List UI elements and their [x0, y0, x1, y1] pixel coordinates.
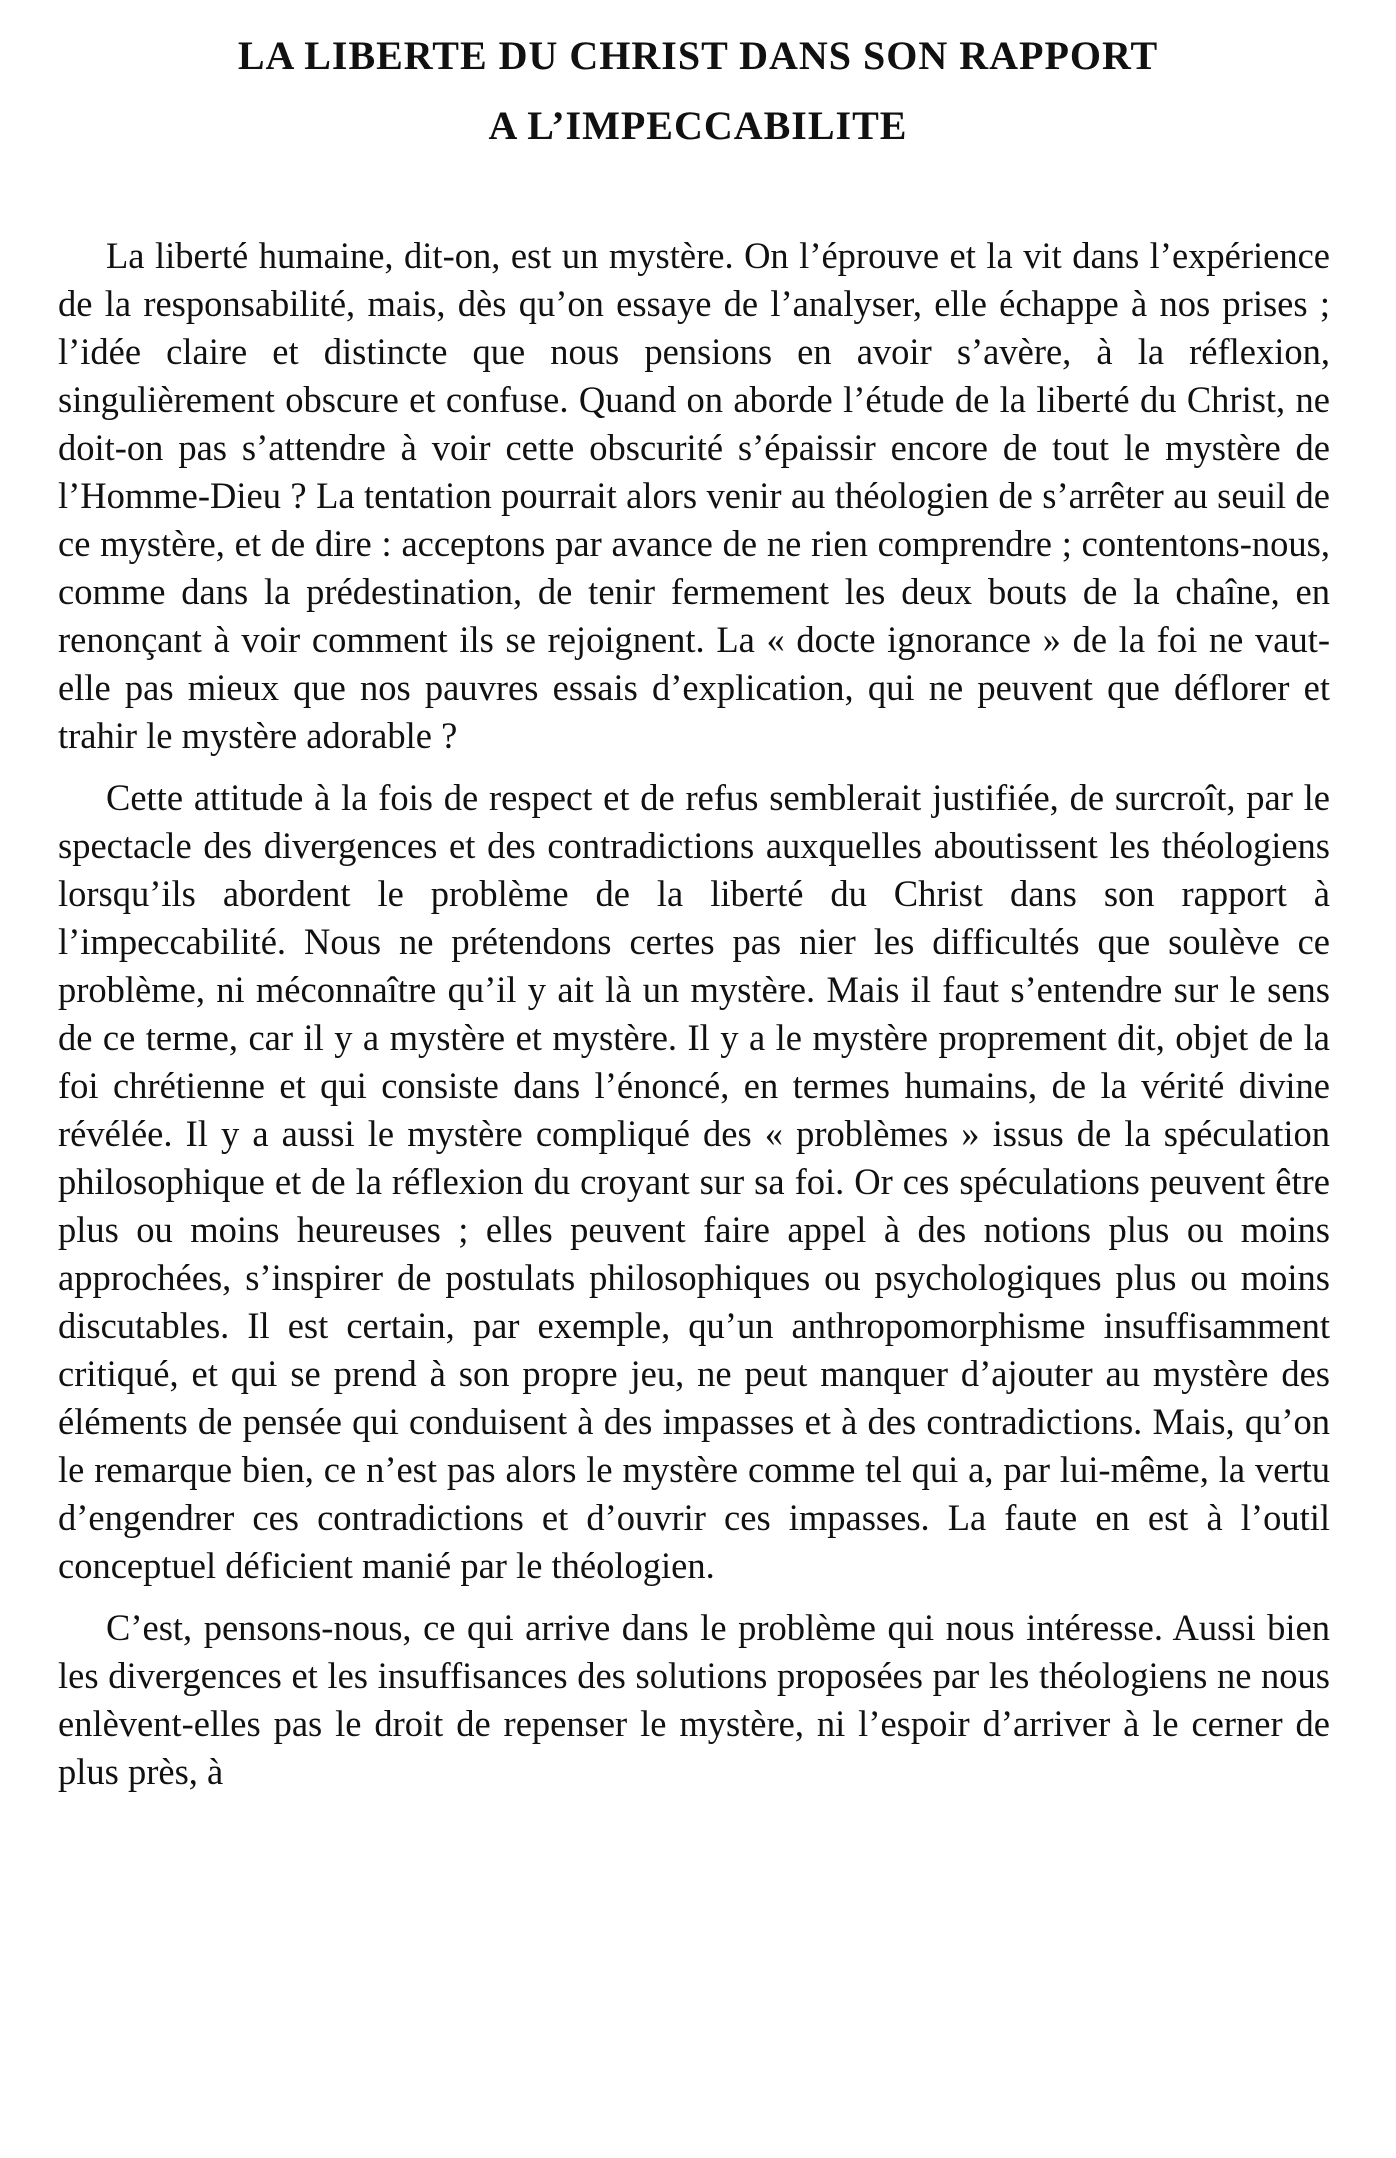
paragraph-2: Cette attitude à la fois de respect et de refus semblerait justifiée, de surcroît, par le spectacle des divergences et des contradictions auxquelles aboutissent les théologiens lorsqu’ils abordent le problème de la liberté du Christ dans son rapport à l’impeccabilité. Nous ne prétendons certes pas nier les difficultés que soulève ce problème, ni méconnaître qu’il y ait là un mystère. Mais il faut s’entendre sur le sens de ce terme, car il y a mystère et mystère. Il y a le mystère proprement dit, objet de la foi chrétienne et qui consiste dans l’énoncé, en termes humains, de la vérité divine révélée. Il y a aussi le mystère compliqué des « problèmes » issus de la spéculation philosophique et de la réflexion du croyant sur sa foi. Or ces spéculations peuvent être plus ou moins heureuses ; elles peuvent faire appel à des notions plus ou moins approchées, s’inspirer de postulats philosophiques ou psychologiques plus ou moins discutables. Il est certain, par exemple, qu’un anthropomorphisme insuffisamment critiqué, et qui se prend à son propre jeu, ne peut manquer d’ajouter au mystère des éléments de pensée qui conduisent à des impasses et à des contradictions. Mais, qu’on le remarque bien, ce n’est pas alors le mystère comme tel qui a, par lui-même, la vertu d’engendrer ces contradictions et d’ouvrir ces impasses. La faute en est à l’outil conceptuel déficient manié par le théologien.	[58, 777, 1330, 1586]
paragraph-1: La liberté humaine, dit-on, est un mystère. On l’éprouve et la vit dans l’expérience de la responsabilité, mais, dès qu’on essaye de l’analyser, elle échappe à nos prises ; l’idée claire et distincte que nous pensions en avoir s’avère, à la réflexion, singulièrement obscure et confuse. Quand on aborde l’étude de la liberté du Christ, ne doit-on pas s’attendre à voir cette obscurité s’épaissir encore de tout le mystère de l’Homme-Dieu ? La tentation pourrait alors venir au théologien de s’arrêter au seuil de ce mystère, et de dire : acceptons par avance de ne rien comprendre ; contentons-nous, comme dans la prédestination, de tenir fermement les deux bouts de la chaîne, en renonçant à voir comment ils se rejoignent. La « docte ignorance » de la foi ne vaut-elle pas mieux que nos pauvres essais d’explication, qui ne peuvent que déflorer et trahir le mystère adorable ?	[58, 235, 1330, 756]
page-title-line-1: LA LIBERTE DU CHRIST DANS SON RAPPORT	[237, 33, 1159, 78]
page-title-line-2: A L’IMPECCABILITE	[488, 103, 908, 148]
paragraph-3: C’est, pensons-nous, ce qui arrive dans le problème qui nous intéresse. Aussi bien les divergences et les insuffisances des solutions proposées par les théologiens ne nous enlèvent-elles pas le droit de repenser le mystère, ni l’espoir d’arriver à le cerner de plus près, à	[58, 1607, 1330, 1792]
body-text	[58, 232, 1330, 1796]
